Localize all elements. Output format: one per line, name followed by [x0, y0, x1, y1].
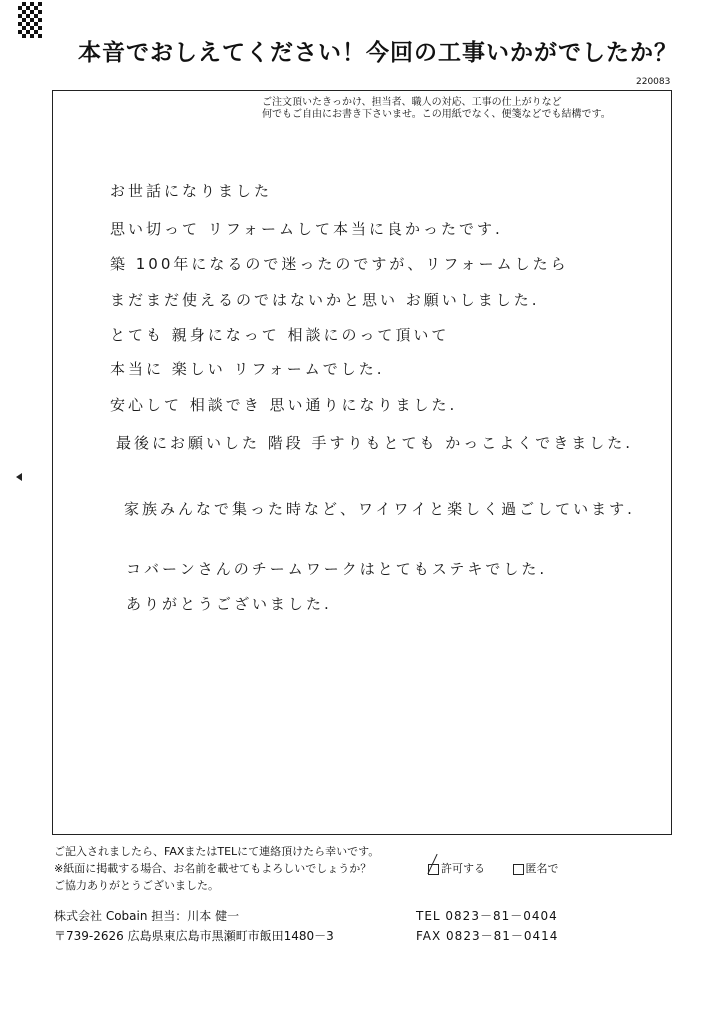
handwritten-line: 本当に 楽しい リフォームでした.: [110, 360, 385, 378]
contact-info: [416, 906, 558, 946]
tel-number: TEL 0823－81－0404: [416, 909, 558, 923]
handwritten-line: 思い切って リフォームして本当に良かったです.: [110, 220, 503, 238]
instruction-line: ご注文頂いたきっかけ、担当者、職人の対応、工事の仕上がりなど: [262, 97, 562, 108]
instructions: [262, 97, 611, 121]
handwritten-line: 家族みんなで集った時など、ワイワイと楽しく過ごしています.: [124, 500, 635, 518]
company-name: 株式会社 Cobain 担当：川本 健一: [54, 909, 240, 923]
handwritten-line: 築 100年になるので迷ったのですが、リフォームしたら: [110, 255, 569, 273]
document-id: 220083: [636, 77, 671, 87]
option-anonymous[interactable]: [513, 862, 559, 875]
handwritten-line: お世話になりました: [110, 182, 273, 200]
page-title: 本音でおしえてください！今回の工事いかがでしたか？: [78, 40, 678, 66]
handwritten-line: とても 親身になって 相談にのって頂いて: [110, 326, 450, 344]
notice-line: ※紙面に掲載する場合、お名前を載せてもよろしいでしょうか？: [54, 862, 372, 875]
corner-checker-mark: [18, 2, 42, 38]
handwritten-line: ありがとうございました.: [126, 595, 332, 613]
comment-box: [52, 90, 672, 835]
checkbox-icon[interactable]: [513, 864, 524, 875]
handwritten-line: コバーンさんのチームワークはとてもステキでした.: [126, 560, 548, 578]
instruction-line: 何でもご自由にお書き下さいませ。この用紙でなく、便箋などでも結構です。: [262, 109, 611, 120]
footer-notice: [54, 843, 379, 894]
margin-arrow-icon: [16, 473, 22, 481]
notice-line: ご協力ありがとうございました。: [54, 879, 219, 892]
option-permit[interactable]: [428, 862, 485, 875]
option-label: 匿名で: [525, 862, 559, 875]
handwritten-line: 安心して 相談でき 思い通りになりました.: [110, 396, 458, 414]
checkbox-checked-icon[interactable]: [428, 864, 439, 875]
company-address: 〒739-2626 広島県東広島市黒瀬町市飯田1480－3: [54, 929, 334, 943]
company-info: [54, 906, 334, 946]
handwritten-line: まだまだ使えるのではないかと思い お願いしました.: [110, 291, 540, 309]
name-permission-options: [428, 860, 583, 876]
option-label: 許可する: [441, 862, 485, 875]
handwritten-line: 最後にお願いした 階段 手すりもとても かっこよくできました.: [116, 434, 634, 452]
fax-number: FAX 0823－81－0414: [416, 929, 559, 943]
notice-line: ご記入されましたら、FAXまたはTELにて連絡頂けたら幸いです。: [54, 845, 380, 858]
